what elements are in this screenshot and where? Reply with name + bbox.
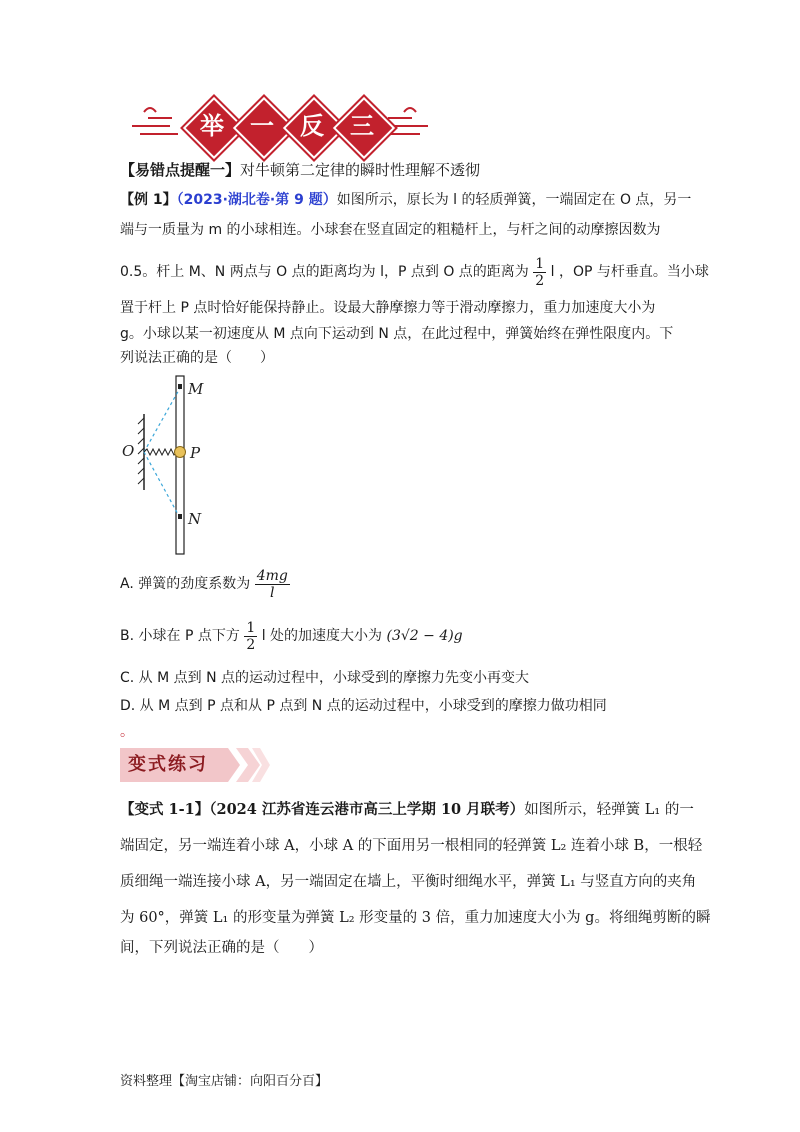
label-P: P <box>190 444 201 462</box>
tip-tag: 【易错点提醒一】 <box>120 161 241 179</box>
spring-rod-figure <box>118 372 228 560</box>
tip-heading <box>120 160 480 180</box>
fraction-denominator: 2 <box>535 272 545 289</box>
variant-source: （2024 江苏省连云港市高三上学期 10 月联考） <box>209 801 525 818</box>
variant-practice-banner <box>120 748 270 782</box>
example-text-1: 如图所示，原长为 l 的轻质弹簧，一端固定在 O 点，另一 <box>336 192 692 208</box>
example-line-5: g。小球以某一初速度从 M 点向下运动到 N 点，在此过程中，弹簧始终在弹性限度内。下 <box>120 326 674 342</box>
option-b-numerator: 1 <box>246 619 256 636</box>
end-mark: 。 <box>120 724 134 740</box>
option-a-text: A. 弹簧的劲度系数为 <box>120 576 251 592</box>
banner-char-1: 举 <box>200 111 224 140</box>
banner-char-4: 三 <box>350 111 374 140</box>
label-M: M <box>188 380 204 398</box>
fraction-numerator: 1 <box>535 255 545 272</box>
variant-line-1 <box>120 800 694 820</box>
label-O: O <box>122 442 135 460</box>
option-b-fraction <box>244 620 257 653</box>
page-footer: 资料整理【淘宝店铺：向阳百分百】 <box>120 1074 329 1089</box>
example-line-3 <box>120 252 709 292</box>
example-tag: 【例 1】 <box>120 192 177 208</box>
option-b-denominator: 2 <box>246 636 256 653</box>
example-line-6: 列说法正确的是（ ） <box>120 350 274 366</box>
banner-char-3: 反 <box>300 111 324 140</box>
example-line-2: 端与一质量为 m 的小球相连。小球套在竖直固定的粗糙杆上，与杆之间的动摩擦因数为 <box>120 222 661 238</box>
option-b-formula: (3√2 − 4)g <box>386 628 463 644</box>
variant-line-5: 间，下列说法正确的是（ ） <box>120 940 323 956</box>
variant-line-2: 端固定，另一端连着小球 A，小球 A 的下面用另一根相同的轻弹簧 L₂ 连着小球 B，一根轻 <box>120 838 703 854</box>
banner-char-2: 一 <box>250 111 274 140</box>
label-N: N <box>188 510 202 528</box>
variant-text-1: 如图所示，轻弹簧 L₁ 的一 <box>524 802 694 818</box>
option-a <box>120 564 290 604</box>
option-a-fraction <box>255 568 290 601</box>
example-text-3b: l ，OP 与杆垂直。当小球 <box>550 264 709 280</box>
variant-banner-label: 变式练习 <box>128 754 208 775</box>
half-fraction <box>533 256 546 289</box>
option-b <box>120 616 463 656</box>
option-c: C. 从 M 点到 N 点的运动过程中，小球受到的摩擦力先变小再变大 <box>120 670 530 686</box>
variant-tag: 【变式 1-1】 <box>120 801 210 818</box>
variant-line-4: 为 60°，弹簧 L₁ 的形变量为弹簧 L₂ 形变量的 3 倍，重力加速度大小为 g。将细绳剪断的瞬 <box>120 910 711 926</box>
option-b-text-b: l 处的加速度大小为 <box>261 628 383 644</box>
section-banner <box>130 98 430 158</box>
example-line-4: 置于杆上 P 点时恰好能保持静止。设最大静摩擦力等于滑动摩擦力，重力加速度大小为 <box>120 300 656 316</box>
option-b-text-a: B. 小球在 P 点下方 <box>120 628 240 644</box>
example-source: （2023·湖北卷·第 9 题） <box>176 192 337 208</box>
example-text-3a: 0.5。杆上 M、N 两点与 O 点的距离均为 l，P 点到 O 点的距离为 <box>120 264 529 280</box>
option-d: D. 从 M 点到 P 点和从 P 点到 N 点的运动过程中，小球受到的摩擦力做功相同 <box>120 698 607 714</box>
option-a-denominator: l <box>270 584 275 601</box>
tip-text: 对牛顿第二定律的瞬时性理解不透彻 <box>240 161 481 179</box>
variant-line-3: 质细绳一端连接小球 A，另一端固定在墙上，平衡时细绳水平，弹簧 L₁ 与竖直方向的夹角 <box>120 874 697 890</box>
option-a-numerator: 4mg <box>256 567 288 584</box>
example-line-1 <box>120 190 691 210</box>
